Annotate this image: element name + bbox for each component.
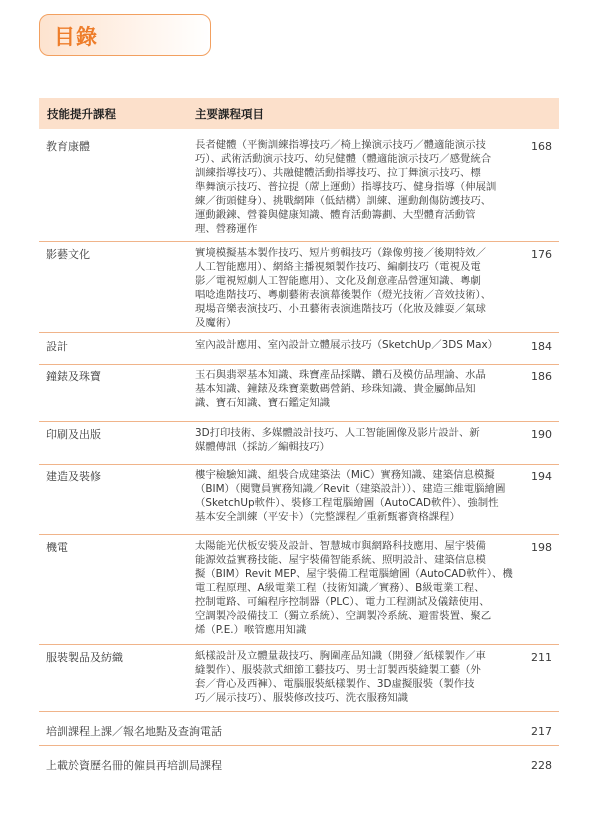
course-items-line: 擬（BIM）Revit MEP、屋宇裝備工程電腦繪圖（AutoCAD軟件）、機 (195, 568, 513, 580)
table-row (39, 645, 559, 712)
table-row (39, 365, 559, 422)
header-course-category: 技能提升課程 (47, 106, 116, 121)
table-body (39, 129, 559, 782)
table-row (39, 465, 559, 535)
page-number: 211 (531, 651, 552, 664)
page-number: 228 (531, 759, 552, 772)
course-items (195, 539, 513, 644)
course-items-line: 現場音樂表演技巧、小丑藝術表演進階技巧（化妝及雜耍／氣球 (195, 303, 486, 315)
course-items-line: 長者健體（平衡訓練指導技巧／椅上操演示技巧／體適能演示技 (195, 139, 486, 151)
table-row (39, 535, 559, 645)
course-items (195, 426, 513, 464)
page-number: 176 (531, 248, 552, 261)
course-items-line: 媒體傳訊（採訪／編輯技巧） (195, 441, 331, 453)
section-title: 培訓課程上課／報名地點及查詢電話 (46, 725, 222, 738)
title-box (39, 14, 211, 56)
course-items (195, 246, 513, 332)
course-items-line: 玉石與翡翠基本知識、珠寶產品採購、鑽石及模仿品理論、水晶 (195, 369, 486, 381)
course-items-line: 實境模擬基本製作技巧、短片剪輯技巧（錄像剪接／後期特效／ (195, 247, 486, 259)
page-number: 194 (531, 470, 552, 483)
course-items (195, 338, 513, 364)
page-title: 目錄 (54, 25, 98, 49)
page-number: 198 (531, 541, 552, 554)
course-items-line: 唱唸進階技巧、粵劇藝術表演幕後製作（燈光技術／音效技術）、 (195, 289, 492, 301)
page-number: 217 (531, 725, 552, 738)
course-items-line: （BIM）（閱覽員實務知識／Revit（建築設計））、建造三維電腦繪圖 (195, 483, 506, 495)
course-items-line: 能源效益實務技能、屋宇裝備智能系統、照明設計、建築信息模 (195, 554, 486, 566)
section-title: 上載於資歷名冊的僱員再培訓局課程 (46, 759, 222, 772)
course-category: 服裝製品及紡織 (46, 651, 123, 664)
course-category: 建造及裝修 (46, 470, 101, 483)
course-items-line: 運動鍛鍊、營養與健康知識、體育活動籌劃、大型體育活動管 (195, 209, 476, 221)
course-category: 鐘錶及珠寶 (46, 370, 101, 383)
course-items-line: 練／街頭健身）、挑戰網陣（低結構）訓練、運動創傷防護技巧、 (195, 195, 492, 207)
table-row (39, 422, 559, 465)
course-items-line: 套／背心及西褲）、電腦服裝紙樣製作、3D虛擬服裝（製作技 (195, 678, 475, 690)
course-items-line: 紙樣設計及立體量裁技巧、胸圍產品知識（開發／紙樣製作／車 (195, 650, 486, 662)
course-category: 設計 (46, 340, 68, 353)
course-items-line: 樓宇檢驗知識、組裝合成建築法（MiC）實務知識、建築信息模擬 (195, 469, 495, 481)
course-items-line: 太陽能光伏板安裝及設計、智慧城市與網路科技應用、屋宇裝備 (195, 540, 486, 552)
table-row (39, 129, 559, 242)
course-items-line: 基本安全訓練（平安卡）（完整課程／重新甄審資格課程） (195, 511, 460, 523)
course-items-line: 3D打印技術、多媒體設計技巧、人工智能圖像及影片設計、新 (195, 427, 480, 439)
table-row (39, 242, 559, 333)
table-row (39, 333, 559, 365)
course-items-line: （SketchUp軟件）、裝修工程電腦繪圖（AutoCAD軟件）、強制性 (195, 497, 499, 509)
course-category: 機電 (46, 541, 68, 554)
course-category: 影藝文化 (46, 248, 90, 261)
contents-table (39, 98, 559, 782)
table-row (39, 746, 559, 782)
course-items (195, 649, 513, 711)
course-items-line: 電工程原理、A級電業工程（技術知識／實務）、B級電業工程、 (195, 582, 485, 594)
course-items-line: 準舞演示技巧、普拉提（蓆上運動）指導技巧、健身指導（伸展訓 (195, 181, 497, 193)
table-header (39, 98, 559, 129)
course-items-line: 識、寶石知識、寶石鑑定知識 (195, 397, 331, 409)
course-items-line: 烯（P.E.）喉管應用知識 (195, 624, 307, 636)
course-items-line: 空調製冷設備技工（獨立系統）、空調製冷系統、避雷裝置、聚乙 (195, 610, 492, 622)
page-number: 186 (531, 370, 552, 383)
course-items (195, 468, 513, 534)
course-items-line: 理、營務運作 (195, 223, 258, 235)
course-category: 教育康體 (46, 140, 90, 153)
page-number: 184 (531, 340, 552, 353)
header-course-items: 主要課程項目 (195, 106, 264, 121)
course-items-line: 室內設計應用、室內設計立體展示技巧（SketchUp／3DS Max） (195, 339, 499, 351)
table-row (39, 712, 559, 746)
course-items-line: 巧／展示技巧）、服裝修改技巧、洗衣服務知識 (195, 692, 409, 704)
course-items-line: 基本知識、鐘錶及珠寶業數碼營銷、珍珠知識、貴金屬飾品知 (195, 383, 476, 395)
course-items-line: 控制電路、可編程序控制器（PLC）、電力工程測試及儀錶使用、 (195, 596, 490, 608)
page-number: 190 (531, 428, 552, 441)
course-items-line: 影／電視短劇人工智能應用）、文化及創意產品營運知識、粵劇 (195, 275, 481, 287)
course-items-line: 人工智能應用）、網絡主播視頻製作技巧、編劇技巧（電視及電 (195, 261, 481, 273)
course-items-line: 訓練指導技巧）、共融健體活動指導技巧、拉丁舞演示技巧、標 (195, 167, 481, 179)
page-number: 168 (531, 140, 552, 153)
course-items-line: 縫製作）、服裝款式細節工藝技巧、男士訂製西裝縫製工藝（外 (195, 664, 481, 676)
course-items-line: 及魔術） (195, 317, 237, 329)
course-items (195, 138, 513, 241)
course-items (195, 368, 513, 421)
course-category: 印刷及出版 (46, 428, 101, 441)
course-items-line: 巧）、武術活動演示技巧、幼兒健體（體適能演示技巧／感覺統合 (195, 153, 492, 165)
